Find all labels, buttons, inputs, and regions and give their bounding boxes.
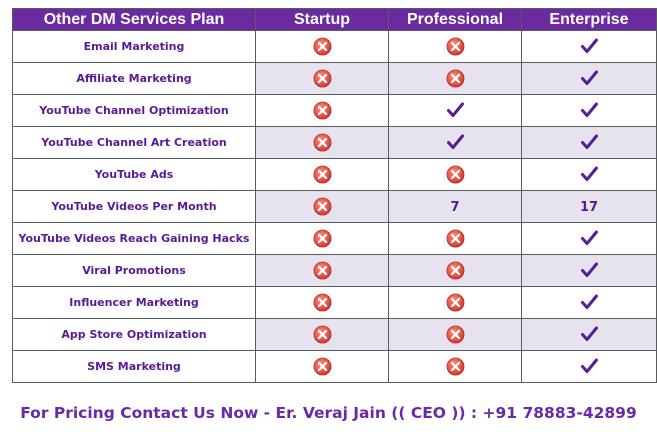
header-row bbox=[13, 9, 657, 31]
header-professional: Professional bbox=[389, 9, 522, 31]
check-mark-icon bbox=[581, 230, 598, 246]
cross-circle-icon bbox=[446, 325, 465, 344]
cross-circle-icon bbox=[446, 229, 465, 248]
cross-circle-icon bbox=[313, 261, 332, 280]
cross-circle-icon bbox=[313, 325, 332, 344]
check-mark-icon bbox=[447, 134, 464, 150]
feature-name: YouTube Ads bbox=[13, 159, 256, 191]
cross-circle-icon bbox=[313, 165, 332, 184]
header-startup: Startup bbox=[256, 9, 389, 31]
check-mark-icon bbox=[581, 166, 598, 182]
professional-cell bbox=[389, 319, 522, 351]
startup-cell bbox=[256, 31, 389, 63]
enterprise-cell bbox=[522, 351, 657, 383]
table-row bbox=[13, 159, 657, 191]
enterprise-cell bbox=[522, 191, 657, 223]
pricing-table bbox=[12, 8, 657, 383]
check-mark-icon bbox=[581, 326, 598, 342]
cross-circle-icon bbox=[313, 133, 332, 152]
professional-cell bbox=[389, 351, 522, 383]
table-row bbox=[13, 95, 657, 127]
table-row bbox=[13, 127, 657, 159]
startup-cell bbox=[256, 255, 389, 287]
table-row bbox=[13, 287, 657, 319]
enterprise-cell bbox=[522, 223, 657, 255]
enterprise-cell bbox=[522, 255, 657, 287]
enterprise-cell bbox=[522, 95, 657, 127]
table-row bbox=[13, 255, 657, 287]
startup-cell bbox=[256, 287, 389, 319]
check-mark-icon bbox=[581, 102, 598, 118]
feature-name: Viral Promotions bbox=[13, 255, 256, 287]
feature-name: YouTube Channel Art Creation bbox=[13, 127, 256, 159]
cross-circle-icon bbox=[446, 357, 465, 376]
feature-name: App Store Optimization bbox=[13, 319, 256, 351]
professional-cell bbox=[389, 63, 522, 95]
cross-circle-icon bbox=[446, 165, 465, 184]
check-mark-icon bbox=[581, 70, 598, 86]
cross-circle-icon bbox=[313, 101, 332, 120]
contact-footer: For Pricing Contact Us Now - Er. Veraj Jain (( CEO )) : +91 78883-42899 bbox=[20, 404, 637, 422]
enterprise-cell bbox=[522, 127, 657, 159]
feature-name: SMS Marketing bbox=[13, 351, 256, 383]
cross-circle-icon bbox=[446, 37, 465, 56]
professional-cell bbox=[389, 127, 522, 159]
check-mark-icon bbox=[581, 38, 598, 54]
professional-cell bbox=[389, 159, 522, 191]
feature-name: YouTube Channel Optimization bbox=[13, 95, 256, 127]
feature-name: Influencer Marketing bbox=[13, 287, 256, 319]
cross-circle-icon bbox=[313, 357, 332, 376]
enterprise-cell bbox=[522, 159, 657, 191]
startup-cell bbox=[256, 95, 389, 127]
startup-cell bbox=[256, 223, 389, 255]
professional-cell bbox=[389, 191, 522, 223]
startup-cell bbox=[256, 127, 389, 159]
table-row bbox=[13, 351, 657, 383]
check-mark-icon bbox=[581, 262, 598, 278]
cross-circle-icon bbox=[313, 197, 332, 216]
startup-cell bbox=[256, 191, 389, 223]
header-plan: Other DM Services Plan bbox=[13, 9, 256, 31]
header-enterprise: Enterprise bbox=[522, 9, 657, 31]
cross-circle-icon bbox=[446, 261, 465, 280]
table-row bbox=[13, 223, 657, 255]
check-mark-icon bbox=[447, 102, 464, 118]
professional-cell bbox=[389, 95, 522, 127]
startup-cell bbox=[256, 159, 389, 191]
enterprise-cell bbox=[522, 319, 657, 351]
enterprise-cell bbox=[522, 31, 657, 63]
cross-circle-icon bbox=[446, 69, 465, 88]
feature-name: Affiliate Marketing bbox=[13, 63, 256, 95]
startup-cell bbox=[256, 351, 389, 383]
enterprise-value: 17 bbox=[579, 199, 599, 215]
table-row bbox=[13, 191, 657, 223]
professional-cell bbox=[389, 287, 522, 319]
professional-cell bbox=[389, 223, 522, 255]
professional-cell bbox=[389, 31, 522, 63]
startup-cell bbox=[256, 319, 389, 351]
cross-circle-icon bbox=[446, 293, 465, 312]
table-row bbox=[13, 63, 657, 95]
table-row bbox=[13, 319, 657, 351]
startup-cell bbox=[256, 63, 389, 95]
enterprise-cell bbox=[522, 287, 657, 319]
table-row bbox=[13, 31, 657, 63]
check-mark-icon bbox=[581, 294, 598, 310]
feature-name: Email Marketing bbox=[13, 31, 256, 63]
professional-cell bbox=[389, 255, 522, 287]
cross-circle-icon bbox=[313, 37, 332, 56]
enterprise-cell bbox=[522, 63, 657, 95]
professional-value: 7 bbox=[450, 199, 460, 215]
cross-circle-icon bbox=[313, 229, 332, 248]
cross-circle-icon bbox=[313, 69, 332, 88]
feature-name: YouTube Videos Per Month bbox=[13, 191, 256, 223]
cross-circle-icon bbox=[313, 293, 332, 312]
check-mark-icon bbox=[581, 134, 598, 150]
check-mark-icon bbox=[581, 358, 598, 374]
feature-name: YouTube Videos Reach Gaining Hacks bbox=[13, 223, 256, 255]
